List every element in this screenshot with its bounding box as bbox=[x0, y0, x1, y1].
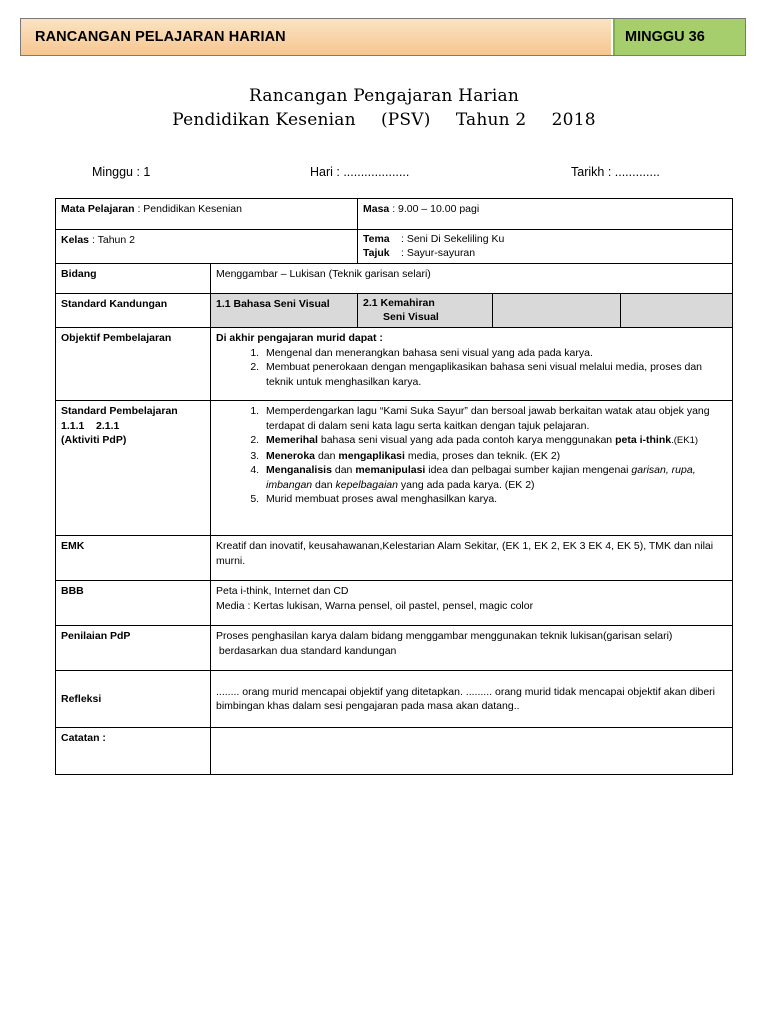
reflection-value: ........ orang murid mencapai objektif yang ditetapkan. ......... orang murid tidak mencapai objektif akan diberi bimbingan khas dalam sesi pengajaran pada masa akan datang.. bbox=[211, 671, 733, 728]
bbb-line-2: Media : Kertas lukisan, Warna pensel, oil pastel, pensel, magic color bbox=[216, 599, 534, 612]
document-title: Rancangan Pengajaran Harian bbox=[249, 86, 519, 106]
topic-value: : Sayur-sayuran bbox=[401, 246, 476, 259]
emk-label: EMK bbox=[56, 536, 211, 581]
time-value: : 9.00 – 10.00 pagi bbox=[392, 203, 480, 215]
table-row bbox=[56, 328, 733, 401]
activity-list bbox=[216, 404, 727, 507]
table-row bbox=[56, 199, 733, 230]
assessment-label: Penilaian PdP bbox=[56, 626, 211, 671]
table-row bbox=[56, 536, 733, 581]
class-value: : Tahun 2 bbox=[91, 234, 135, 246]
assessment-cell bbox=[211, 626, 733, 671]
objective-list bbox=[216, 346, 727, 390]
table-row bbox=[56, 671, 733, 728]
year-date: 2018 bbox=[551, 110, 596, 130]
bbb-line-1: Peta i-think, Internet dan CD bbox=[216, 585, 349, 597]
week-badge: MINGGU 36 bbox=[613, 19, 745, 55]
objective-intro: Di akhir pengajaran murid dapat : bbox=[216, 332, 383, 344]
date-field: Tarikh : ............. bbox=[571, 165, 660, 179]
notes-label: Catatan : bbox=[56, 728, 211, 775]
theme-label: Tema bbox=[363, 233, 390, 245]
list-item: 3. Meneroka dan mengaplikasi media, proses dan teknik. (EK 2) bbox=[262, 449, 727, 464]
theme-cell bbox=[358, 230, 733, 264]
objective-label: Objektif Pembelajaran bbox=[56, 328, 211, 401]
assessment-line-2: berdasarkan dua standard kandungan bbox=[216, 644, 397, 657]
class-cell bbox=[56, 230, 358, 264]
empty-shaded-cell bbox=[493, 294, 621, 328]
assessment-line-1: Proses penghasilan karya dalam bidang menggambar menggunakan teknik lukisan(garisan selari) bbox=[216, 630, 673, 642]
banner-title: RANCANGAN PELAJARAN HARIAN bbox=[21, 19, 613, 55]
field-label: Bidang bbox=[56, 264, 211, 294]
subject-name: Pendidikan Kesenian bbox=[172, 110, 356, 130]
day-field: Hari : ................... bbox=[310, 165, 410, 179]
content-standard-2 bbox=[358, 294, 493, 328]
list-item: 2. Membuat penerokaan dengan mengaplikasikan bahasa seni visual melalui media, proses dan teknik untuk menghasilkan karya. bbox=[262, 360, 727, 389]
year-level: Tahun 2 bbox=[455, 110, 527, 130]
subject-cell bbox=[56, 199, 358, 230]
content-standard-1: 1.1 Bahasa Seni Visual bbox=[211, 294, 358, 328]
table-row bbox=[56, 626, 733, 671]
bbb-label: BBB bbox=[56, 581, 211, 626]
learning-standard-codes: 1.1.1 2.1.1 bbox=[61, 419, 120, 432]
emk-value: Kreatif dan inovatif, keusahawanan,Kelestarian Alam Sekitar, (EK 1, EK 2, EK 3 EK 4, EK 5), TMK dan nilai murni. bbox=[211, 536, 733, 581]
content-standard-label: Standard Kandungan bbox=[56, 294, 211, 328]
table-row bbox=[56, 728, 733, 775]
field-value: Menggambar – Lukisan (Teknik garisan selari) bbox=[211, 264, 733, 294]
learning-standard-label: Standard Pembelajaran bbox=[61, 405, 178, 417]
list-item: 1. Memperdengarkan lagu “Kami Suka Sayur” dan bersoal jawab berkaitan watak atau objek yang terdapat di dalam seni kata lagu serta kaitkan dengan tajuk pelajaran. bbox=[262, 404, 727, 433]
week-field: Minggu : 1 bbox=[92, 165, 151, 179]
table-row bbox=[56, 294, 733, 328]
list-item: 4. Menganalisis dan memanipulasi idea dan pelbagai sumber kajian mengenai garisan, rupa, imbangan dan kepelbagaian yang ada pada karya. (EK 2) bbox=[262, 463, 727, 492]
subject-value: : Pendidikan Kesenian bbox=[137, 203, 242, 215]
topic-label: Tajuk bbox=[363, 246, 390, 259]
list-item: 1. Mengenal dan menerangkan bahasa seni visual yang ada pada karya. bbox=[262, 346, 727, 361]
bbb-cell bbox=[211, 581, 733, 626]
list-item: 2. Memerihal bahasa seni visual yang ada pada contoh karya menggunakan peta i-think.(EK1) bbox=[262, 433, 727, 449]
table-row bbox=[56, 401, 733, 536]
table-row bbox=[56, 264, 733, 294]
notes-value bbox=[211, 728, 733, 775]
objective-cell bbox=[211, 328, 733, 401]
learning-standard-cell bbox=[56, 401, 211, 536]
activity-label: (Aktiviti PdP) bbox=[61, 434, 127, 446]
subject-label: Mata Pelajaran bbox=[61, 203, 135, 215]
content-standard-2-line1: 2.1 Kemahiran bbox=[363, 297, 435, 309]
subject-code: (PSV) bbox=[380, 110, 431, 130]
document-subtitle bbox=[0, 110, 768, 130]
time-cell bbox=[358, 199, 733, 230]
class-label: Kelas bbox=[61, 234, 90, 246]
list-item: 5. Murid membuat proses awal menghasilkan karya. bbox=[262, 492, 727, 507]
time-label: Masa bbox=[363, 203, 390, 215]
table-row bbox=[56, 230, 733, 264]
learning-standard-list-cell bbox=[211, 401, 733, 536]
header-banner bbox=[20, 18, 746, 56]
table-row bbox=[56, 581, 733, 626]
theme-value: : Seni Di Sekeliling Ku bbox=[401, 233, 505, 245]
lesson-plan-table bbox=[55, 198, 733, 775]
reflection-label: Refleksi bbox=[56, 671, 211, 728]
empty-shaded-cell bbox=[621, 294, 733, 328]
content-standard-2-line2: Seni Visual bbox=[383, 310, 439, 323]
